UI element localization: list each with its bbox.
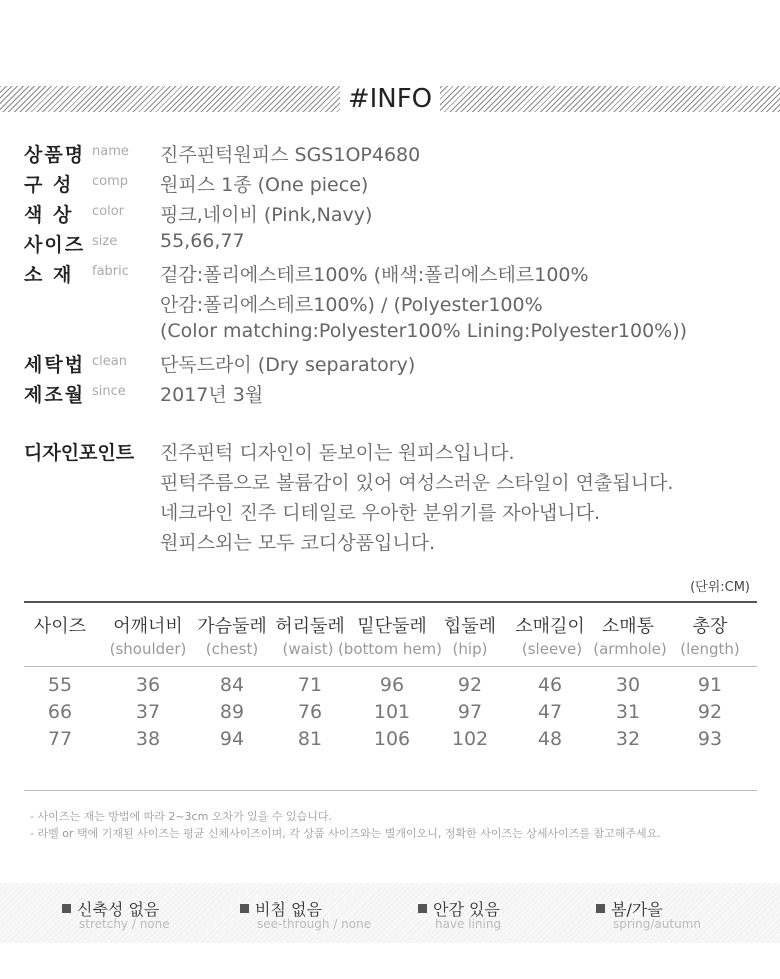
table-cell: 30 [615,674,641,696]
table-cell: 93 [697,728,723,750]
table-cell: 66 [47,701,73,723]
spec-label: 세탁법 [24,354,86,376]
table-header-en: (chest) [205,640,259,658]
square-bullet-icon [240,904,249,913]
table-cell: 94 [219,728,245,750]
table-bottom-border [24,790,757,791]
table-top-border [24,601,757,603]
table-header: 소매길이 [515,616,585,637]
table-header: 사이즈 [33,616,87,637]
spec-value: (Color matching:Polyester100% Lining:Polyester100%)) [160,320,688,342]
feature-stretch [62,897,170,931]
design-point-line: 원피스외는 모두 코디상품입니다. [160,532,436,554]
feature-label-en: stretchy / none [79,917,170,931]
feature-label: 봄/가을 [611,900,663,919]
square-bullet-icon [418,904,427,913]
table-cell: 101 [373,701,411,723]
table-header-en: (shoulder) [109,640,187,658]
spec-label-en: name [92,144,129,159]
design-point-label: 디자인포인트 [24,442,135,464]
table-header: 총장 [692,616,728,637]
table-header-en: (length) [680,640,740,658]
table-cell: 38 [135,728,161,750]
table-cell: 106 [373,728,411,750]
spec-value: 진주핀턱원피스 SGS1OP4680 [160,144,421,166]
square-bullet-icon [62,904,71,913]
table-cell: 36 [135,674,161,696]
feature-season [596,897,701,931]
spec-label-en: since [92,384,126,399]
spec-label: 소 재 [24,264,74,286]
table-header-en: (hip) [452,640,488,658]
spec-value: 안감:폴리에스테르100%) / (Polyester100% [160,294,543,316]
spec-label: 사이즈 [24,234,86,256]
table-cell: 92 [457,674,483,696]
spec-value: 단독드라이 (Dry separatory) [160,354,416,376]
feature-seethrough [240,897,372,931]
spec-label-en: fabric [92,264,129,279]
feature-label: 비침 없음 [255,900,322,919]
feature-label: 신축성 없음 [77,900,160,919]
table-cell: 76 [297,701,323,723]
table-cell: 55 [47,674,73,696]
feature-label-en: spring/autumn [613,917,701,931]
table-header-en: (bottom hem) [337,640,443,658]
spec-value: 2017년 3월 [160,384,264,406]
feature-label: 안감 있음 [433,900,500,919]
spec-label-en: color [92,204,125,219]
unit-label: (단위:CM) [690,580,750,595]
table-header-en: (waist) [282,640,334,658]
table-cell: 47 [537,701,563,723]
table-header: 가슴둘레 [197,616,267,637]
design-point-line: 진주핀턱 디자인이 돋보이는 원피스입니다. [160,442,515,464]
table-cell: 92 [697,701,723,723]
spec-label-en: size [92,234,118,249]
table-cell: 96 [379,674,405,696]
table-cell: 37 [135,701,161,723]
spec-label-en: clean [92,354,127,369]
feature-lining [418,897,502,931]
table-cell: 48 [537,728,563,750]
table-header: 어깨너비 [113,616,183,637]
spec-label: 상품명 [24,144,86,166]
table-header-en: (armhole) [593,640,667,658]
table-cell: 31 [615,701,641,723]
label-note: - 라벨 or 택에 기재된 사이즈는 평균 신체사이즈이며, 각 상품 사이즈와는 별개이오니, 정확한 사이즈는 상세사이즈를 참고해주세요. [30,827,661,840]
spec-value: 원피스 1종 (One piece) [160,174,369,196]
table-header: 소매통 [601,616,655,637]
feature-label-en: see-through / none [257,917,372,931]
table-header-en: (sleeve) [521,640,583,658]
feature-label-en: have lining [435,917,502,931]
table-header-divider [24,666,757,667]
table-cell: 32 [615,728,641,750]
table-cell: 46 [537,674,563,696]
spec-value: 겉감:폴리에스테르100% (배색:폴리에스테르100% [160,264,589,286]
table-header: 밑단둘레 [357,616,427,637]
square-bullet-icon [596,904,605,913]
table-cell: 77 [47,728,73,750]
table-cell: 89 [219,701,245,723]
table-cell: 97 [457,701,483,723]
table-cell: 71 [297,674,323,696]
spec-label: 구 성 [24,174,74,196]
table-cell: 84 [219,674,245,696]
table-header: 허리둘레 [275,616,345,637]
spec-label-en: comp [92,174,129,189]
info-title: #INFO [0,84,780,114]
design-point-line: 네크라인 진주 디테일로 우아한 분위기를 자아냅니다. [160,502,601,524]
spec-value: 핑크,네이비 (Pink,Navy) [160,204,373,226]
spec-label: 제조월 [24,384,86,406]
spec-label: 색 상 [24,204,74,226]
spec-value: 55,66,77 [160,230,245,252]
size-note: - 사이즈는 재는 방법에 따라 2~3cm 오차가 있을 수 있습니다. [30,810,333,823]
table-cell: 91 [697,674,723,696]
table-cell: 81 [297,728,323,750]
table-cell: 102 [451,728,489,750]
table-header: 힙둘레 [443,616,497,637]
design-point-line: 핀턱주름으로 볼륨감이 있어 여성스러운 스타일이 연출됩니다. [160,472,674,494]
